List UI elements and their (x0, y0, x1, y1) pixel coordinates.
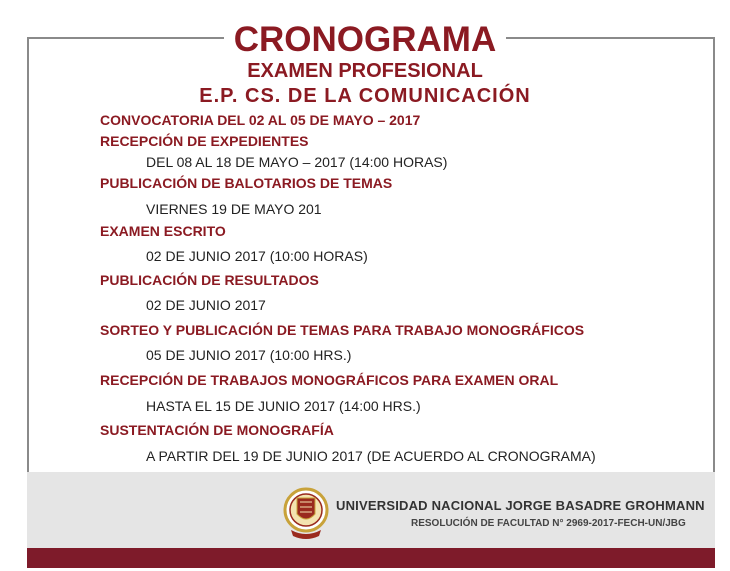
item-label: RECEPCIÓN DE EXPEDIENTES (100, 133, 309, 149)
university-name: UNIVERSIDAD NACIONAL JORGE BASADRE GROHMANN (336, 498, 705, 513)
bottom-bar (27, 548, 715, 568)
item-detail: HASTA EL 15 DE JUNIO 2017 (14:00 HRS.) (146, 398, 421, 414)
resolution-text: RESOLUCIÓN DE FACULTAD N° 2969-2017-FECH-UN/JBG (411, 518, 686, 529)
item-detail: 02 DE JUNIO 2017 (146, 297, 266, 313)
item-detail: A PARTIR DEL 19 DE JUNIO 2017 (DE ACUERDO AL CRONOGRAMA) (146, 448, 596, 464)
item-label: SORTEO Y PUBLICACIÓN DE TEMAS PARA TRABAJO MONOGRÁFICOS (100, 322, 585, 338)
page-title: CRONOGRAMA (0, 20, 730, 60)
item-detail: 02 DE JUNIO 2017 (10:00 HORAS) (146, 248, 368, 264)
item-label: PUBLICACIÓN DE RESULTADOS (100, 272, 319, 288)
university-seal-icon (283, 480, 329, 544)
item-detail: DEL 08 AL 18 DE MAYO – 2017 (14:00 HORAS) (146, 154, 448, 170)
item-detail: VIERNES 19 DE MAYO 201 (146, 201, 322, 217)
convocatoria-line: CONVOCATORIA DEL 02 AL 05 DE MAYO – 2017 (100, 112, 421, 128)
item-label: PUBLICACIÓN DE BALOTARIOS DE TEMAS (100, 175, 393, 191)
page-subtitle: EXAMEN PROFESIONAL (247, 60, 483, 82)
item-label: EXAMEN ESCRITO (100, 223, 226, 239)
item-detail: 05 DE JUNIO 2017 (10:00 HRS.) (146, 347, 352, 363)
program-name: E.P. CS. DE LA COMUNICACIÓN (199, 85, 531, 107)
item-label: SUSTENTACIÓN DE MONOGRAFÍA (100, 422, 334, 438)
item-label: RECEPCIÓN DE TRABAJOS MONOGRÁFICOS PARA EXAMEN ORAL (100, 372, 559, 388)
